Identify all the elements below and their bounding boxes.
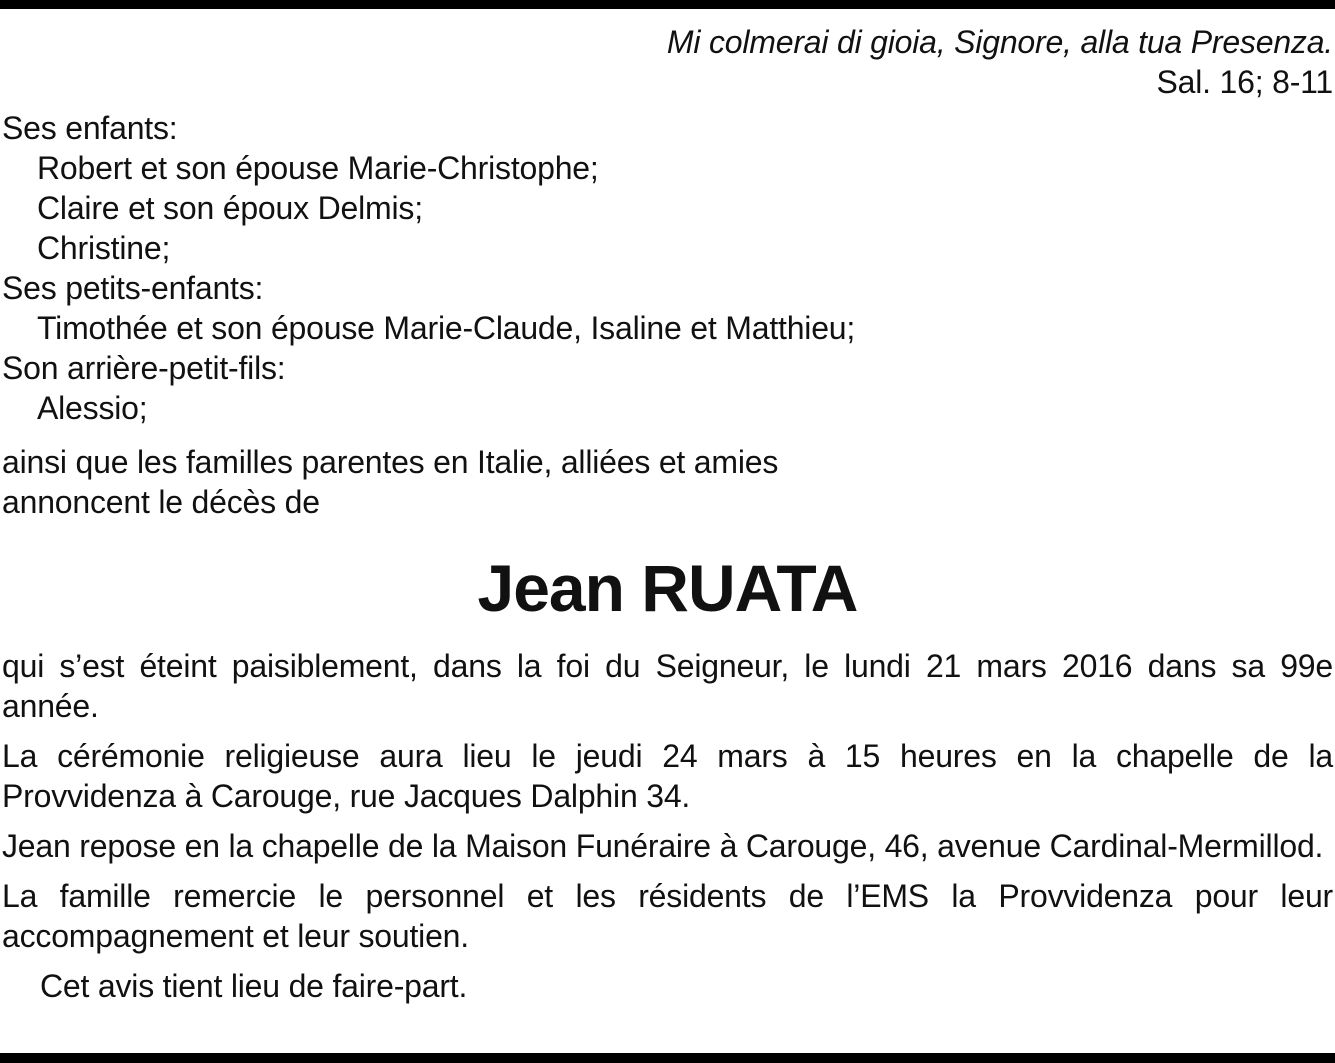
epigraph xyxy=(2,22,1333,102)
intro-line: ainsi que les familles parentes en Italie, alliées et amies xyxy=(2,444,779,480)
child-member: Claire et son époux Delmis; xyxy=(37,190,423,226)
epigraph-reference: Sal. 16; 8-11 xyxy=(1156,64,1333,100)
bottom-border-rule xyxy=(0,1053,1335,1063)
epigraph-quote: Mi colmerai di gioia, Signore, alla tua Presenza. xyxy=(666,24,1333,60)
grandchild-member: Timothée et son épouse Marie-Claude, Isaline et Matthieu; xyxy=(37,310,856,346)
thanks-paragraph: La famille remercie le personnel et les résidents de l’EMS la Provvidenza pour leur accompagnement et leur soutien. xyxy=(2,878,1333,954)
family-list xyxy=(2,108,1333,428)
death-paragraph: qui s’est éteint paisiblement, dans la foi du Seigneur, le lundi 21 mars 2016 dans sa 99e année. xyxy=(2,648,1333,724)
great-grandchild-member: Alessio; xyxy=(37,390,148,426)
children-label: Ses enfants: xyxy=(2,110,178,146)
child-member: Christine; xyxy=(37,230,171,266)
great-grandchild-label: Son arrière-petit-fils: xyxy=(2,350,286,386)
intro-line: annoncent le décès de xyxy=(2,484,320,520)
obituary-notice xyxy=(2,22,1333,1006)
announcement-intro xyxy=(2,442,1333,522)
closing-note: Cet avis tient lieu de faire-part. xyxy=(40,968,468,1004)
child-member: Robert et son épouse Marie-Christophe; xyxy=(37,150,599,186)
ceremony-paragraph: La cérémonie religieuse aura lieu le jeudi 24 mars à 15 heures en la chapelle de la Provvidenza à Carouge, rue Jacques Dalphin 34. xyxy=(2,738,1333,814)
deceased-name: Jean RUATA xyxy=(477,551,858,625)
top-border-rule xyxy=(0,0,1335,9)
repose-paragraph: Jean repose en la chapelle de la Maison Funéraire à Carouge, 46, avenue Cardinal-Mermillod. xyxy=(2,828,1324,864)
grandchildren-label: Ses petits-enfants: xyxy=(2,270,264,306)
